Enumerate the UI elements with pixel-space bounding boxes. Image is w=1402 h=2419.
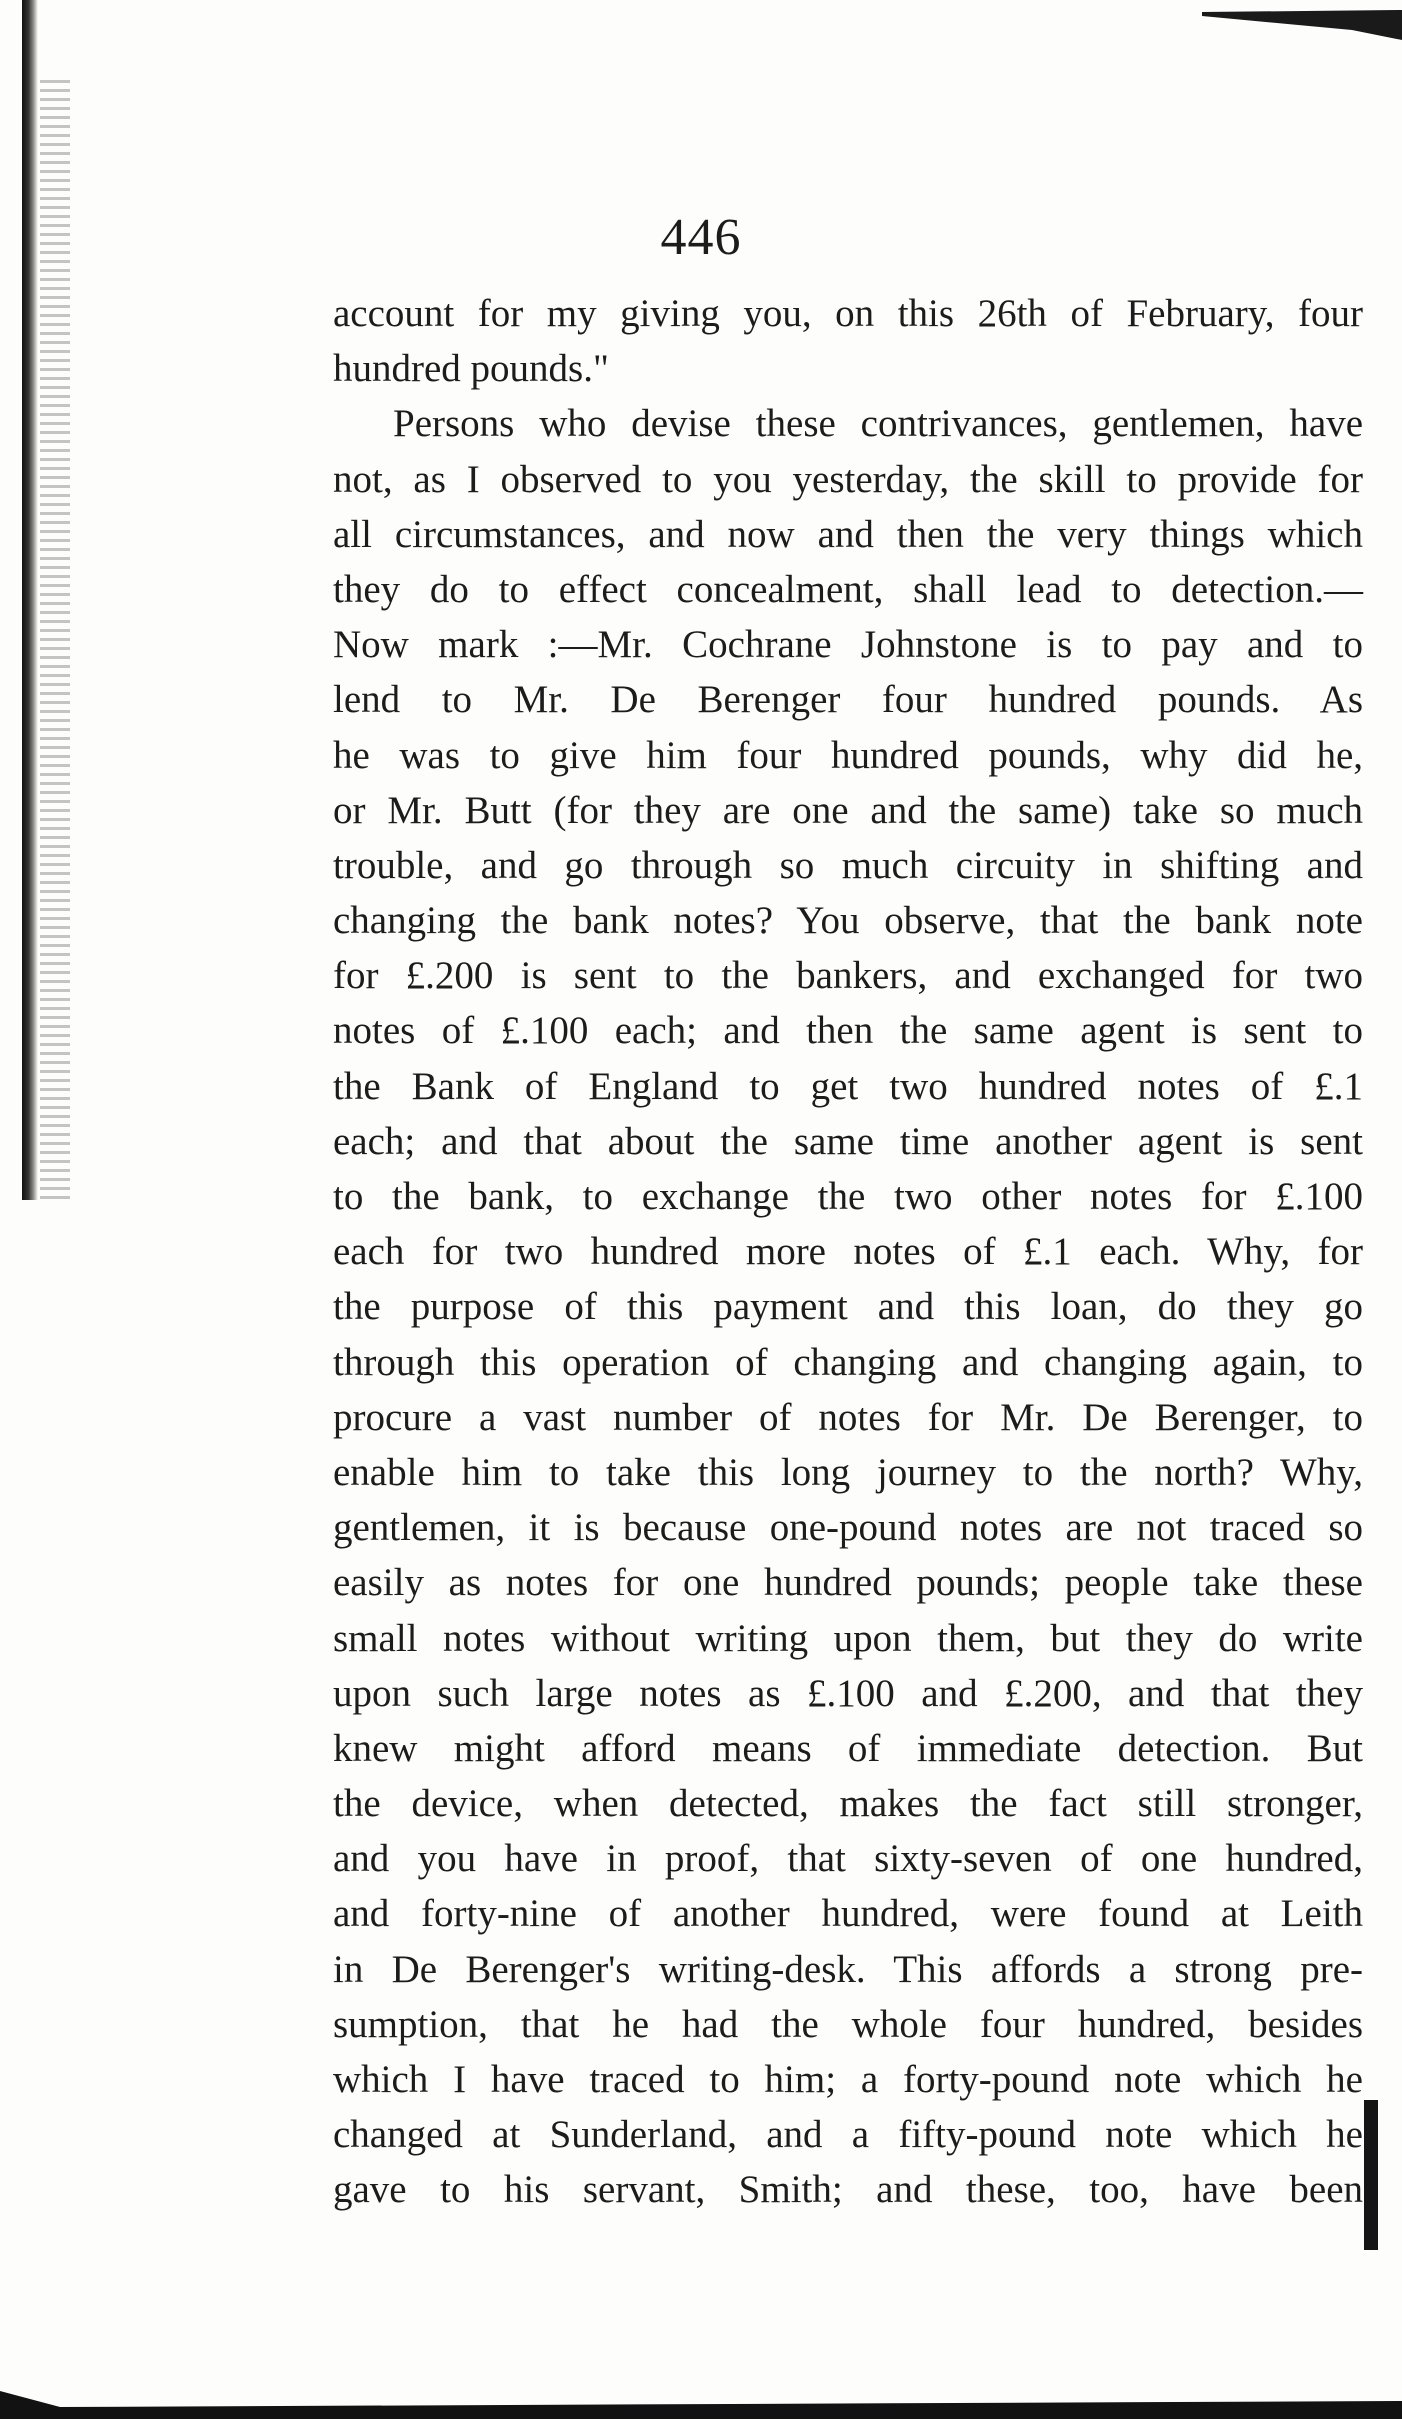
text-line: they do to effect concealment, shall lead to detection.— (333, 567, 1363, 611)
binding-shadow (22, 0, 38, 1200)
text-line: for £.200 is sent to the bankers, and exchanged for two (333, 954, 1363, 998)
text-line: the Bank of England to get two hundred notes of £.1 (333, 1064, 1363, 1108)
text-line: Persons who devise these contrivances, gentlemen, have (393, 402, 1363, 446)
text-line: changing the bank notes? You observe, that the bank note (333, 899, 1363, 943)
text-line: gave to his servant, Smith; and these, too, have been (333, 2168, 1363, 2212)
text-line: each; and that about the same time another agent is sent (333, 1119, 1363, 1163)
text-line: account for my giving you, on this 26th of February, four (333, 292, 1363, 335)
text-line: small notes without writing upon them, but they do write (333, 1616, 1363, 1660)
text-line: upon such large notes as £.100 and £.200, and that they (333, 1671, 1363, 1715)
text-line: procure a vast number of notes for Mr. De Berenger, to (333, 1395, 1363, 1439)
text-line: through this operation of changing and changing again, to (333, 1340, 1363, 1384)
page-corner-shadow (1202, 10, 1402, 40)
text-line: the device, when detected, makes the fact still stronger, (333, 1782, 1363, 1826)
text-line: sumption, that he had the whole four hundred, besides (333, 2002, 1363, 2046)
text-line: gentlemen, it is because one-pound notes are not traced so (333, 1506, 1363, 1550)
text-line: notes of £.100 each; and then the same agent is sent to (333, 1009, 1363, 1053)
text-line: each for two hundred more notes of £.1 each. Why, for (333, 1230, 1363, 1274)
text-line: and you have in proof, that sixty-seven of one hundred, (333, 1837, 1363, 1881)
text-line: to the bank, to exchange the two other notes for £.100 (333, 1175, 1363, 1218)
text-line: knew might afford means of immediate detection. But (333, 1726, 1363, 1770)
page-bottom-edge (0, 2391, 1402, 2419)
text-line: Now mark :—Mr. Cochrane Johnstone is to pay and to (333, 623, 1363, 667)
text-line: and forty-nine of another hundred, were found at Leith (333, 1892, 1363, 1936)
text-line: changed at Sunderland, and a fifty-pound note which he (333, 2113, 1363, 2157)
text-line: lend to Mr. De Berenger four hundred pounds. As (333, 678, 1363, 722)
text-line: hundred pounds." (333, 347, 609, 391)
page-number: 446 (660, 209, 742, 266)
text-line: all circumstances, and now and then the very things which (333, 512, 1363, 556)
text-line: or Mr. Butt (for they are one and the same) take so much (333, 788, 1363, 832)
text-line: enable him to take this long journey to the north? Why, (333, 1450, 1363, 1494)
text-line: easily as notes for one hundred pounds; people take these (333, 1561, 1363, 1605)
text-line: which I have traced to him; a forty-pound note which he (333, 2058, 1363, 2101)
text-line: the purpose of this payment and this loan, do they go (333, 1285, 1363, 1329)
text-line: he was to give him four hundred pounds, why did he, (333, 733, 1363, 777)
body-text (333, 286, 1383, 2218)
text-line: in De Berenger's writing-desk. This affords a strong pre- (333, 1947, 1363, 1991)
text-line: not, as I observed to you yesterday, the skill to provide for (333, 457, 1363, 501)
text-line: trouble, and go through so much circuity in shifting and (333, 843, 1363, 887)
